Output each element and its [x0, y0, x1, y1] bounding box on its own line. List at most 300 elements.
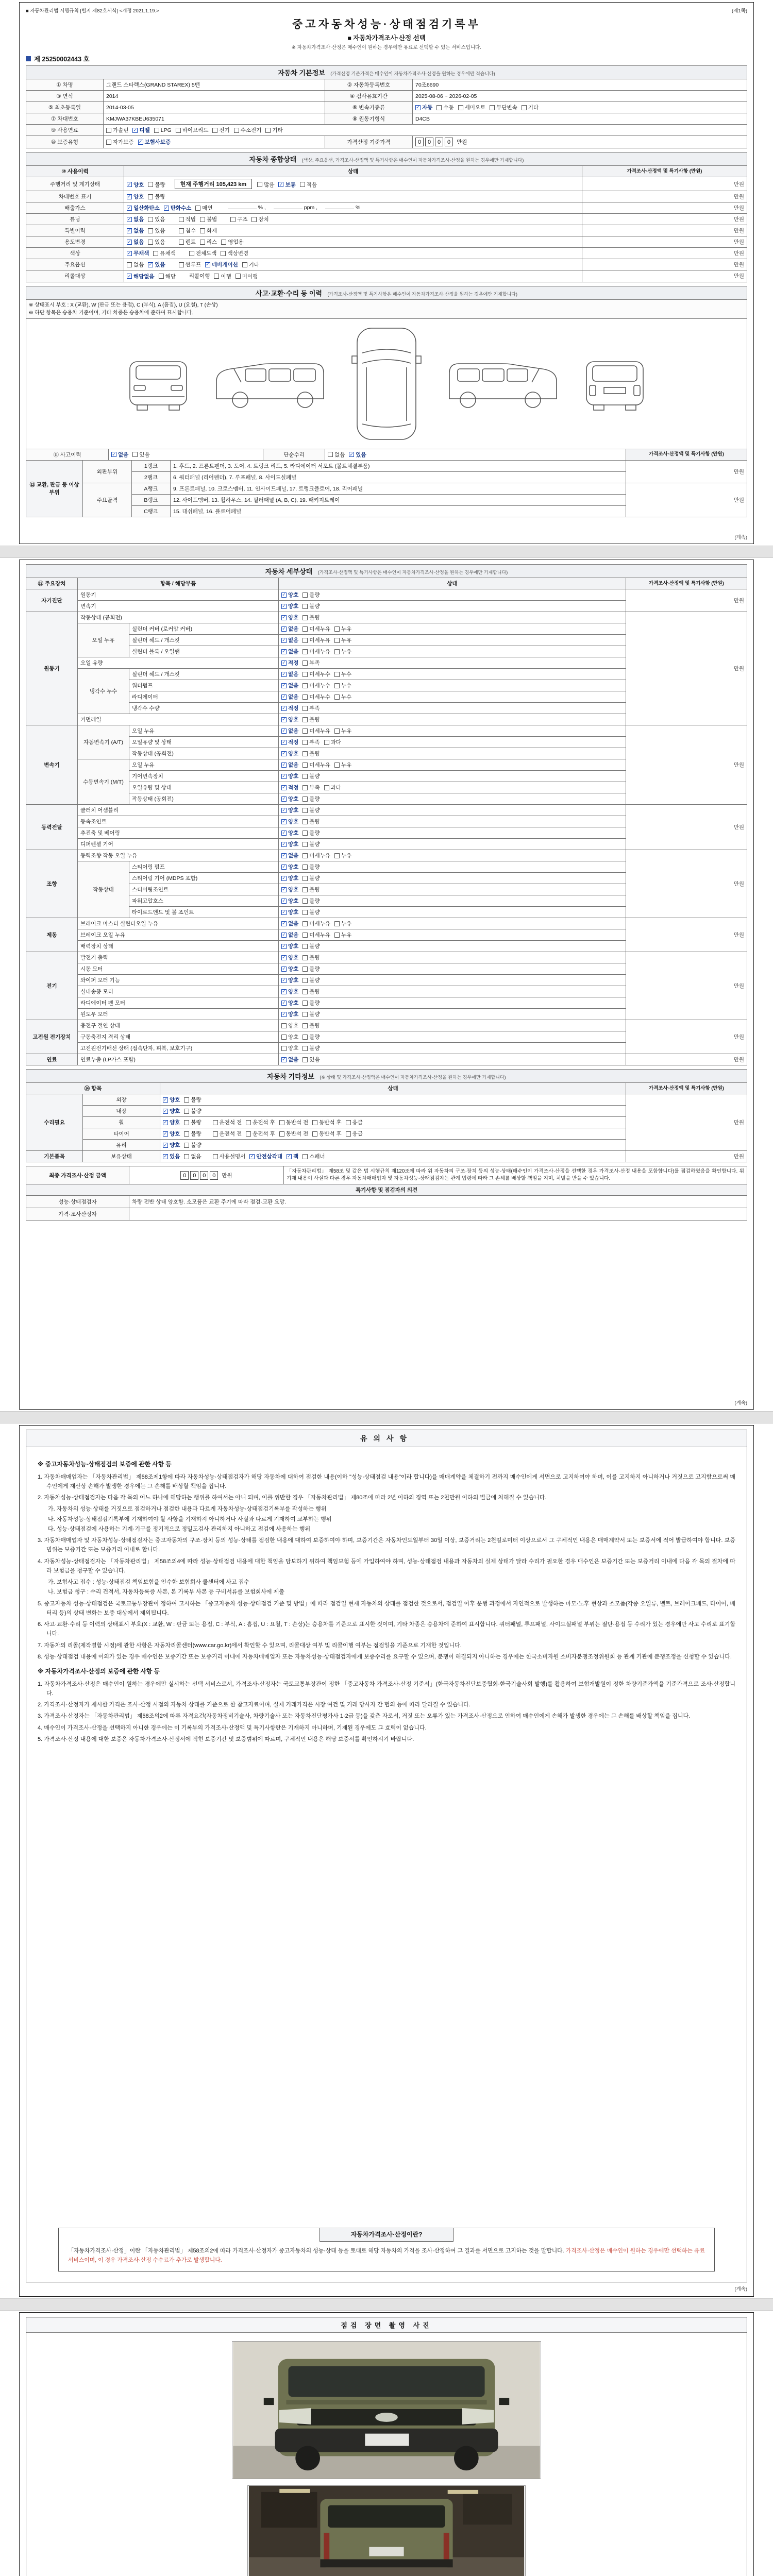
notice-subitem: 다. 성능·상태점검에 사용하는 기계·기구를 정기적으로 정밀도검사·관리하지 아니하고 점검에 사용하는 행위 — [48, 1526, 311, 1532]
unchecked-checkbox[interactable]: 불량 — [303, 1010, 320, 1018]
checked-checkbox[interactable]: ✓ 양호 — [163, 1142, 180, 1148]
unchecked-checkbox[interactable]: 있음 — [148, 215, 165, 223]
checked-checkbox[interactable]: ✓ 양호 — [282, 887, 299, 893]
unchecked-checkbox[interactable]: 수동 — [436, 104, 453, 111]
checkbox-box-icon — [279, 1131, 284, 1137]
page-2 — [19, 560, 754, 1410]
unchecked-checkbox[interactable]: 양호 — [281, 1033, 298, 1041]
checked-checkbox[interactable]: ✓ 양호 — [282, 955, 299, 961]
parts-list: 12. 사이드멤버, 13. 휠하우스, 14. 필러패널 (A, B, C), 19. 패키지트레이 — [171, 494, 626, 505]
part-label: 냉각수 수량 — [129, 703, 279, 714]
part-label: 스티어링조인트 — [129, 884, 279, 895]
checkbox-box-icon — [213, 1120, 218, 1125]
checkbox-box-icon — [279, 1120, 284, 1125]
unchecked-checkbox[interactable]: 구조 — [230, 215, 247, 223]
unchecked-checkbox[interactable]: 양호 — [281, 1022, 298, 1029]
checkbox-box-icon — [303, 1046, 308, 1051]
opinion-row — [26, 1196, 747, 1208]
checked-checkbox[interactable]: ✓ 없음 — [112, 451, 129, 458]
unchecked-checkbox[interactable]: 있음 — [148, 227, 165, 234]
unchecked-checkbox[interactable]: 기타 — [265, 126, 282, 134]
checked-checkbox[interactable]: ✓ 잭 — [287, 1154, 299, 1160]
checked-checkbox[interactable]: ✓ 양호 — [282, 909, 299, 916]
part-state — [279, 680, 626, 691]
unchecked-checkbox[interactable]: 사용설명서 — [213, 1153, 246, 1160]
item-state — [160, 1106, 626, 1117]
checked-checkbox[interactable]: ✓ 없음 — [282, 637, 299, 643]
unchecked-checkbox[interactable]: 렌트 — [179, 238, 196, 246]
unchecked-checkbox[interactable]: 없음 — [127, 261, 144, 268]
checked-checkbox[interactable]: ✓ 양호 — [282, 796, 299, 802]
checkbox-box-icon: ✓ — [282, 592, 286, 597]
unchecked-checkbox[interactable]: 불량 — [303, 614, 320, 621]
checked-checkbox[interactable]: ✓ 해당없음 — [127, 273, 155, 280]
unchecked-checkbox[interactable]: 응급 — [346, 1118, 363, 1126]
unchecked-checkbox[interactable]: 색상변경 — [221, 249, 248, 257]
unchecked-checkbox[interactable]: 운전석 전 — [213, 1130, 242, 1138]
checkbox-box-icon: ✓ — [282, 683, 286, 688]
unchecked-checkbox[interactable]: 미세누유 — [303, 920, 330, 927]
unchecked-checkbox[interactable]: 불량 — [303, 716, 320, 723]
checked-checkbox[interactable]: ✓ 양호 — [163, 1108, 180, 1114]
checked-checkbox[interactable]: ✓ 양호 — [282, 615, 299, 621]
unchecked-checkbox[interactable]: 불량 — [184, 1118, 201, 1126]
price-cell: 만원 — [582, 236, 747, 248]
checkbox-box-icon: ✓ — [163, 1120, 167, 1125]
checked-checkbox[interactable]: ✓ 없음 — [282, 671, 299, 677]
blank-field[interactable] — [228, 204, 257, 209]
detail-row — [26, 589, 747, 601]
checked-checkbox[interactable]: ✓ 양호 — [127, 194, 144, 200]
checked-checkbox[interactable]: ✓ 안전삼각대 — [250, 1154, 283, 1160]
overall-row — [26, 191, 747, 202]
checked-checkbox[interactable]: ✓ 양호 — [282, 807, 299, 814]
checked-checkbox[interactable]: ✓ 양호 — [282, 751, 299, 757]
checkbox-box-icon — [303, 604, 308, 609]
unchecked-checkbox[interactable]: 해당 — [159, 273, 176, 280]
unchecked-checkbox[interactable]: 적음 — [300, 181, 317, 189]
unchecked-checkbox[interactable]: 미세누유 — [303, 648, 330, 655]
unchecked-checkbox[interactable]: 불량 — [303, 988, 320, 995]
car-diagram-left-side-view — [209, 353, 330, 414]
checkbox-box-icon — [179, 240, 184, 245]
checked-checkbox[interactable]: ✓ 무채색 — [127, 250, 149, 257]
unchecked-checkbox[interactable]: 부족 — [303, 784, 320, 791]
checkbox-box-icon — [346, 1120, 351, 1125]
checked-checkbox[interactable]: ✓ 있음 — [163, 1154, 180, 1160]
unchecked-checkbox[interactable]: 불량 — [148, 193, 165, 200]
part-label: 와이퍼 모터 기능 — [78, 975, 279, 986]
price-cell: 만원 — [626, 1151, 747, 1162]
checkbox-box-icon — [303, 1057, 308, 1062]
checked-checkbox[interactable]: ✓ 양호 — [282, 773, 299, 779]
notice-item: 5. 중고자동차 성능·상태점검은 국토교통부장관이 정하여 고시하는 「중고자동차 성능·상태점검 기준 및 방법」에 따라 점검일 현재 자동차의 상태를 점검한 것으로서, 점검일 이후 운행 과정에서 자연적으로 발생하는 마모·노후 현상과 소모품(각종 오일류, 벨트, 브레이크패드, 타이어, 배터리 등)의 상태 변화는 보증 대상에서 제외됩니다. — [38, 1600, 735, 1616]
checkbox-box-icon: ✓ — [282, 807, 286, 812]
part-state — [279, 725, 626, 737]
unchecked-checkbox[interactable]: 있음 — [132, 451, 149, 459]
checked-checkbox[interactable]: ✓ 양호 — [282, 943, 299, 950]
rank-label: 1랭크 — [132, 460, 171, 471]
unchecked-checkbox[interactable]: 불량 — [184, 1107, 201, 1115]
unchecked-checkbox[interactable]: 불량 — [303, 591, 320, 599]
unchecked-checkbox[interactable]: 불량 — [303, 1044, 320, 1052]
item-label: 용도변경 — [26, 236, 124, 248]
unchecked-checkbox[interactable]: 응급 — [346, 1130, 363, 1138]
checked-checkbox[interactable]: ✓ 양호 — [282, 830, 299, 836]
unchecked-checkbox[interactable]: 미세누수 — [303, 693, 330, 701]
overall-row — [26, 202, 747, 214]
unchecked-checkbox[interactable]: 부족 — [303, 738, 320, 746]
unchecked-checkbox[interactable]: 불량 — [303, 795, 320, 803]
unchecked-checkbox[interactable]: 과다 — [324, 784, 341, 791]
form-rule-note: ■ 자동차관리법 시행규칙 [별지 제82호서식] <개정 2021.1.19.> — [26, 8, 159, 14]
unchecked-checkbox[interactable]: 리스 — [200, 238, 217, 246]
unchecked-checkbox[interactable]: 미세누유 — [303, 727, 330, 735]
checkbox-box-icon — [522, 105, 527, 110]
page-1 — [19, 2, 754, 544]
checked-checkbox[interactable]: ✓ 없음 — [282, 728, 299, 734]
unchecked-checkbox[interactable]: 부족 — [303, 659, 320, 667]
checked-checkbox[interactable]: ✓ 양호 — [163, 1097, 180, 1103]
final-price-table — [26, 1166, 747, 1184]
continued-marker: (계속) — [734, 535, 747, 540]
blank-field[interactable] — [274, 204, 303, 209]
checked-checkbox[interactable]: ✓ 적정 — [282, 785, 299, 791]
unchecked-checkbox[interactable]: 불량 — [303, 602, 320, 610]
checkbox-box-icon: ✓ — [282, 762, 286, 767]
part-state — [279, 839, 626, 850]
part-state — [279, 669, 626, 680]
page-separator — [0, 1411, 773, 1423]
unchecked-checkbox[interactable]: 불량 — [303, 1033, 320, 1041]
unchecked-checkbox[interactable]: 누유 — [334, 852, 351, 859]
unchecked-checkbox[interactable]: 수소전기 — [234, 126, 262, 134]
checkbox-box-icon: ✓ — [282, 773, 286, 778]
checked-checkbox[interactable]: ✓ 없음 — [282, 853, 299, 859]
unchecked-checkbox[interactable]: 누유 — [334, 727, 351, 735]
checkbox-box-icon: ✓ — [282, 728, 286, 733]
opinion-text: 차량 전반 상태 양호함. 소모품은 교환 주기에 따라 점검·교환 요망. — [129, 1196, 747, 1208]
unchecked-checkbox[interactable]: 불량 — [303, 942, 320, 950]
part-label: 디퍼렌셜 기어 — [78, 839, 279, 850]
inspector-statement: 「자동차관리법」 제58조 및 같은 법 시행규칙 제120조에 따라 위 자동차의 구조·장치 등의 성능·상태(매수인이 가격조사·산정을 선택한 경우 가격조사·산정 내용을 포함합니다)를 점검하였음을 확인합니다. 위 기재 내용이 사실과 다른 경우 자동차매매업자 및 자동차성능·상태점검자는 관계 법령에 따라 그 손해를 배상할 책임을 지며, 처벌을 받을 수 있습니다. — [284, 1166, 747, 1184]
checked-checkbox[interactable]: ✓ 있음 — [349, 451, 366, 458]
checked-checkbox[interactable]: ✓ 양호 — [282, 989, 299, 995]
part-label: 워터펌프 — [129, 680, 279, 691]
checked-checkbox[interactable]: ✓ 탄화수소 — [164, 205, 192, 211]
unchecked-checkbox[interactable]: 장치 — [251, 215, 268, 223]
unchecked-checkbox[interactable]: 하이브리드 — [176, 126, 209, 134]
unchecked-checkbox[interactable]: 누유 — [334, 625, 351, 633]
unchecked-checkbox[interactable]: 누유 — [334, 931, 351, 939]
unchecked-checkbox[interactable]: 미세누수 — [303, 670, 330, 678]
checked-checkbox[interactable]: ✓ 적정 — [282, 705, 299, 711]
checked-checkbox[interactable]: ✓ 양호 — [282, 966, 299, 972]
checked-checkbox[interactable]: ✓ 양호 — [282, 977, 299, 984]
unchecked-checkbox[interactable]: 미세누유 — [303, 761, 330, 769]
checked-checkbox[interactable]: ✓ 적정 — [282, 660, 299, 666]
unchecked-checkbox[interactable]: 많음 — [257, 181, 274, 189]
unchecked-checkbox[interactable]: 불량 — [184, 1096, 201, 1104]
unchecked-checkbox[interactable]: LPG — [154, 127, 172, 133]
unchecked-checkbox[interactable]: 불법 — [200, 215, 217, 223]
part-label: 스티어링 기어 (MDPS 포함) — [129, 873, 279, 884]
part-label: 브레이크 마스터 실린더오일 누유 — [78, 918, 279, 929]
checked-checkbox[interactable]: ✓ 양호 — [163, 1131, 180, 1137]
part-label: 클러치 어셈블리 — [78, 805, 279, 816]
checkbox-box-icon — [148, 217, 153, 222]
unchecked-checkbox[interactable]: 불량 — [303, 965, 320, 973]
unchecked-checkbox[interactable]: 과다 — [324, 738, 341, 746]
unchecked-checkbox[interactable]: 썬루프 — [179, 261, 201, 268]
checked-checkbox[interactable]: ✓ 일산화탄소 — [127, 205, 160, 211]
misc-row — [26, 1151, 747, 1162]
unchecked-checkbox[interactable]: 매연 — [195, 204, 212, 212]
unchecked-checkbox[interactable]: 불량 — [303, 772, 320, 780]
checked-checkbox[interactable]: ✓ 양호 — [282, 592, 299, 598]
unchecked-checkbox[interactable]: 누수 — [334, 682, 351, 689]
checkbox-box-icon — [334, 762, 340, 768]
overall-row — [26, 270, 747, 282]
checked-checkbox[interactable]: ✓ 없음 — [282, 1057, 299, 1063]
unchecked-checkbox[interactable]: 누유 — [334, 648, 351, 655]
checkbox-box-icon — [334, 853, 340, 858]
unchecked-checkbox[interactable]: 미세누유 — [303, 625, 330, 633]
subgroup-label: 수동변속기 (M/T) — [78, 759, 129, 805]
checked-checkbox[interactable]: ✓ 없음 — [282, 626, 299, 632]
basic-info-row — [26, 79, 747, 91]
unchecked-checkbox[interactable]: 동반석 전 — [279, 1130, 309, 1138]
part-label: 실린더 헤드 / 개스킷 — [129, 635, 279, 646]
unchecked-checkbox[interactable]: 동반석 전 — [279, 1118, 309, 1126]
part-label: 오일유량 및 상태 — [129, 782, 279, 793]
unchecked-checkbox[interactable]: 미세누수 — [303, 682, 330, 689]
checked-checkbox[interactable]: ✓ 없음 — [127, 228, 144, 234]
price-definition-title: 자동차가격조사·산정이란? — [320, 2228, 453, 2242]
checked-checkbox[interactable]: ✓ 양호 — [282, 864, 299, 870]
unchecked-checkbox[interactable]: 세미오토 — [458, 104, 486, 111]
checked-checkbox[interactable]: ✓ 자동 — [416, 105, 433, 111]
checkbox-box-icon: ✓ — [282, 739, 286, 744]
unchecked-checkbox[interactable]: 누수 — [334, 670, 351, 678]
unchecked-checkbox[interactable]: 없음 — [328, 451, 345, 459]
checkbox-box-icon — [334, 921, 340, 926]
part-state — [279, 997, 626, 1009]
checkbox-box-icon — [303, 683, 308, 688]
unchecked-checkbox[interactable]: 영업용 — [221, 238, 243, 246]
notice-item: 1. 자동차가격조사·산정은 매수인이 원하는 경우에만 실시하는 선택 서비스로서, 가격조사·산정자는 국토교통부장관이 정한 「중고자동차 가격조사·산정 기준서」(한국자동차진단보증협회·한국기술사회 발행)를 활용하여 보험개발원이 정한 차량기준가액을 기준가격으로 조사·산정합니다. — [38, 1681, 735, 1697]
price-definition-warning: 가격조사·산정은 매수인이 원하는 경우에만 선택하는 유료 서비스이며, 이 경우 가격조사·산정 수수료가 추가로 발생합니다. — [68, 2248, 705, 2263]
checked-checkbox[interactable]: ✓ 없음 — [282, 649, 299, 655]
system-label: 원동기 — [26, 612, 78, 725]
unchecked-checkbox[interactable]: 화재 — [200, 227, 217, 234]
checkbox-box-icon: ✓ — [282, 785, 286, 790]
checkbox-box-icon: ✓ — [282, 1000, 286, 1005]
unchecked-checkbox[interactable]: 불량 — [303, 1022, 320, 1029]
checked-checkbox[interactable]: ✓ 양호 — [282, 1000, 299, 1006]
unchecked-checkbox[interactable]: 미세누유 — [303, 636, 330, 644]
unchecked-checkbox[interactable]: 운전석 전 — [213, 1118, 242, 1126]
unchecked-checkbox[interactable]: 불량 — [184, 1130, 201, 1138]
unchecked-checkbox[interactable]: 불량 — [303, 750, 320, 757]
unchecked-checkbox[interactable]: 침수 — [179, 227, 196, 234]
price-cell: 만원 — [582, 270, 747, 282]
part-label: 작동상태 (공회전) — [129, 793, 279, 805]
checkbox-box-icon — [212, 128, 217, 133]
unchecked-checkbox[interactable]: 가솔린 — [106, 126, 128, 134]
unchecked-checkbox[interactable]: 누유 — [334, 761, 351, 769]
unchecked-checkbox[interactable]: 스패너 — [303, 1153, 325, 1160]
detail-row — [26, 725, 747, 737]
checked-checkbox[interactable]: ✓ 보험사보증 — [138, 139, 171, 145]
checked-checkbox[interactable]: ✓ 네비게이션 — [206, 262, 238, 268]
checked-checkbox[interactable]: ✓ 적정 — [282, 739, 299, 745]
unchecked-checkbox[interactable]: 미이행 — [236, 273, 258, 280]
unchecked-checkbox[interactable]: 있음 — [303, 1056, 320, 1063]
basic-info-row — [26, 136, 747, 148]
unchecked-checkbox[interactable]: 불량 — [303, 840, 320, 848]
checkbox-box-icon — [265, 128, 271, 133]
unchecked-checkbox[interactable]: 양호 — [281, 1044, 298, 1052]
detail-row — [26, 1054, 747, 1065]
checkbox-box-icon — [281, 1046, 287, 1051]
checkbox-box-icon — [324, 740, 329, 745]
unchecked-checkbox[interactable]: 전기 — [212, 126, 229, 134]
unchecked-checkbox[interactable]: 불량 — [148, 181, 165, 189]
unchecked-checkbox[interactable]: 운전석 후 — [246, 1130, 275, 1138]
unchecked-checkbox[interactable]: 자가보증 — [106, 138, 134, 146]
unchecked-checkbox[interactable]: 없음 — [184, 1153, 201, 1160]
unchecked-checkbox[interactable]: 유채색 — [153, 249, 175, 257]
checked-checkbox[interactable]: ✓ 양호 — [282, 1011, 299, 1018]
checkbox-box-icon: ✓ — [163, 1142, 167, 1147]
simple-repair-label: 단순수리 — [263, 449, 325, 460]
unchecked-checkbox[interactable]: 불량 — [184, 1141, 201, 1149]
notice-item: 6. 사고·교환·수리 등 이력의 상태표시 부호(X : 교환, W : 판금 또는 용접, C : 부식, A : 흠집, U : 요철, T : 손상)는 승용차를 기준으로 표시한 것이며, 기타 차종은 승용차에 준하여 표시합니다. 쿼터패널, 루프패널, 사이드실패널 부위는 절단·용접 등 수리가 있는 경우에만 사고 수리로 표기합니다. — [38, 1621, 735, 1637]
notice-section-title: ※ 중고자동차성능·상태점검의 보증에 관한 사항 등 — [38, 1461, 172, 1468]
checked-checkbox[interactable]: ✓ 디젤 — [133, 127, 150, 133]
part-label: 오일유량 및 상태 — [129, 737, 279, 748]
unchecked-checkbox[interactable]: 부족 — [303, 704, 320, 712]
checked-checkbox[interactable]: ✓ 양호 — [282, 875, 299, 882]
checkbox-box-icon — [184, 1120, 189, 1125]
unchecked-checkbox[interactable]: 불량 — [303, 897, 320, 905]
unchecked-checkbox[interactable]: 불량 — [303, 999, 320, 1007]
checked-checkbox[interactable]: ✓ 양호 — [282, 603, 299, 609]
field-label: ⑦ 차대번호 — [26, 113, 104, 125]
unchecked-checkbox[interactable]: 불량 — [303, 886, 320, 893]
notice-subitem: 나. 자동차성능·상태점검기록부에 기재하여야 할 사항을 기재하지 아니하거나 사실과 다르게 기재하여 교부하는 행위 — [48, 1516, 332, 1522]
checkbox-box-icon — [312, 1120, 317, 1125]
checkbox-box-icon: ✓ — [279, 181, 283, 187]
unchecked-checkbox[interactable]: 불량 — [303, 954, 320, 961]
checked-checkbox[interactable]: ✓ 없음 — [127, 239, 144, 245]
checked-checkbox[interactable]: ✓ 양호 — [282, 717, 299, 723]
unchecked-checkbox[interactable]: 이행 — [214, 273, 231, 280]
unchecked-checkbox[interactable]: 적법 — [179, 215, 196, 223]
checkbox-box-icon — [189, 251, 194, 256]
item-state — [160, 1128, 626, 1140]
checked-checkbox[interactable]: ✓ 양호 — [163, 1120, 180, 1126]
checked-checkbox[interactable]: ✓ 있음 — [148, 262, 165, 268]
page-3 — [19, 1425, 754, 2297]
opinion-row — [26, 1208, 747, 1221]
item-label: 휠 — [83, 1117, 160, 1128]
checked-checkbox[interactable]: ✓ 양호 — [282, 819, 299, 825]
column-header: 가격조사·산정액 및 특기사항 (만원) — [626, 578, 747, 589]
unchecked-checkbox[interactable]: 누유 — [334, 636, 351, 644]
checkbox-box-icon: ✓ — [127, 273, 131, 279]
price-cell: 만원 — [626, 1094, 747, 1151]
part-state — [279, 1043, 626, 1054]
unchecked-checkbox[interactable]: 운전석 후 — [246, 1118, 275, 1126]
unchecked-checkbox[interactable]: 누유 — [334, 920, 351, 927]
blank-field[interactable] — [325, 204, 354, 209]
item-state — [160, 1140, 626, 1151]
unchecked-checkbox[interactable]: 불량 — [303, 874, 320, 882]
unchecked-checkbox[interactable]: 미세누유 — [303, 852, 330, 859]
unchecked-checkbox[interactable]: 불량 — [303, 976, 320, 984]
checked-checkbox[interactable]: ✓ 양호 — [282, 841, 299, 848]
checkbox-box-icon: ✓ — [282, 989, 286, 994]
checked-checkbox[interactable]: ✓ 없음 — [282, 762, 299, 768]
exchange-row — [26, 483, 747, 494]
checked-checkbox[interactable]: ✓ 없음 — [282, 921, 299, 927]
unchecked-checkbox[interactable]: 누수 — [334, 693, 351, 701]
checked-checkbox[interactable]: ✓ 보통 — [279, 181, 296, 188]
checkbox-box-icon: ✓ — [282, 603, 286, 608]
price-cell: 만원 — [582, 248, 747, 259]
field-label: ⑩ 보증유형 — [26, 136, 104, 148]
checked-checkbox[interactable]: ✓ 없음 — [282, 694, 299, 700]
unchecked-checkbox[interactable]: 불량 — [303, 863, 320, 871]
unchecked-checkbox[interactable]: 불량 — [303, 806, 320, 814]
column-header: 상태 — [160, 1083, 626, 1094]
unchecked-checkbox[interactable]: 동반석 후 — [312, 1130, 342, 1138]
unchecked-checkbox[interactable]: 있음 — [148, 238, 165, 246]
field-label: ⑤ 최초등록일 — [26, 102, 104, 113]
part-state — [279, 907, 626, 918]
unchecked-checkbox[interactable]: 무단변속 — [490, 104, 517, 111]
part-label: 브레이크 오일 누유 — [78, 929, 279, 941]
checked-checkbox[interactable]: ✓ 양호 — [282, 898, 299, 904]
checked-checkbox[interactable]: ✓ 없음 — [127, 216, 144, 223]
detail-row — [26, 1020, 747, 1031]
checked-checkbox[interactable]: ✓ 없음 — [282, 683, 299, 689]
unchecked-checkbox[interactable]: 불량 — [303, 818, 320, 825]
checkbox-box-icon — [251, 217, 257, 222]
unchecked-checkbox[interactable]: 불량 — [303, 908, 320, 916]
section-title: 자동차 기본정보 — [278, 69, 325, 77]
checkbox-box-icon — [490, 105, 495, 110]
checkbox-box-icon: ✓ — [206, 262, 210, 267]
unchecked-checkbox[interactable]: 미세누유 — [303, 931, 330, 939]
checked-checkbox[interactable]: ✓ 없음 — [282, 932, 299, 938]
checked-checkbox[interactable]: ✓ 양호 — [127, 181, 144, 188]
unchecked-checkbox[interactable]: 불량 — [303, 829, 320, 837]
part-label: 작동상태 (공회전) — [129, 748, 279, 759]
unchecked-checkbox[interactable]: 기타 — [522, 104, 539, 111]
part-label: 배력장치 상태 — [78, 941, 279, 952]
section-note: (가격조사·산정액 및 특기사항은 매수인이 자동차가격조사·산정을 원하는 경우에만 기재합니다) — [317, 570, 508, 575]
price-cell: 만원 — [626, 805, 747, 850]
unchecked-checkbox[interactable]: 전체도색 — [189, 249, 217, 257]
price-survey-select-note: ※ 자동차가격조사·산정은 매수인이 원하는 경우에만 유료로 선택할 수 있는 서비스입니다. — [292, 45, 481, 50]
unchecked-checkbox[interactable]: 기타 — [242, 261, 259, 268]
checkbox-box-icon — [184, 1143, 189, 1148]
basic-info-row — [26, 125, 747, 136]
unchecked-checkbox[interactable]: 동반석 후 — [312, 1118, 342, 1126]
